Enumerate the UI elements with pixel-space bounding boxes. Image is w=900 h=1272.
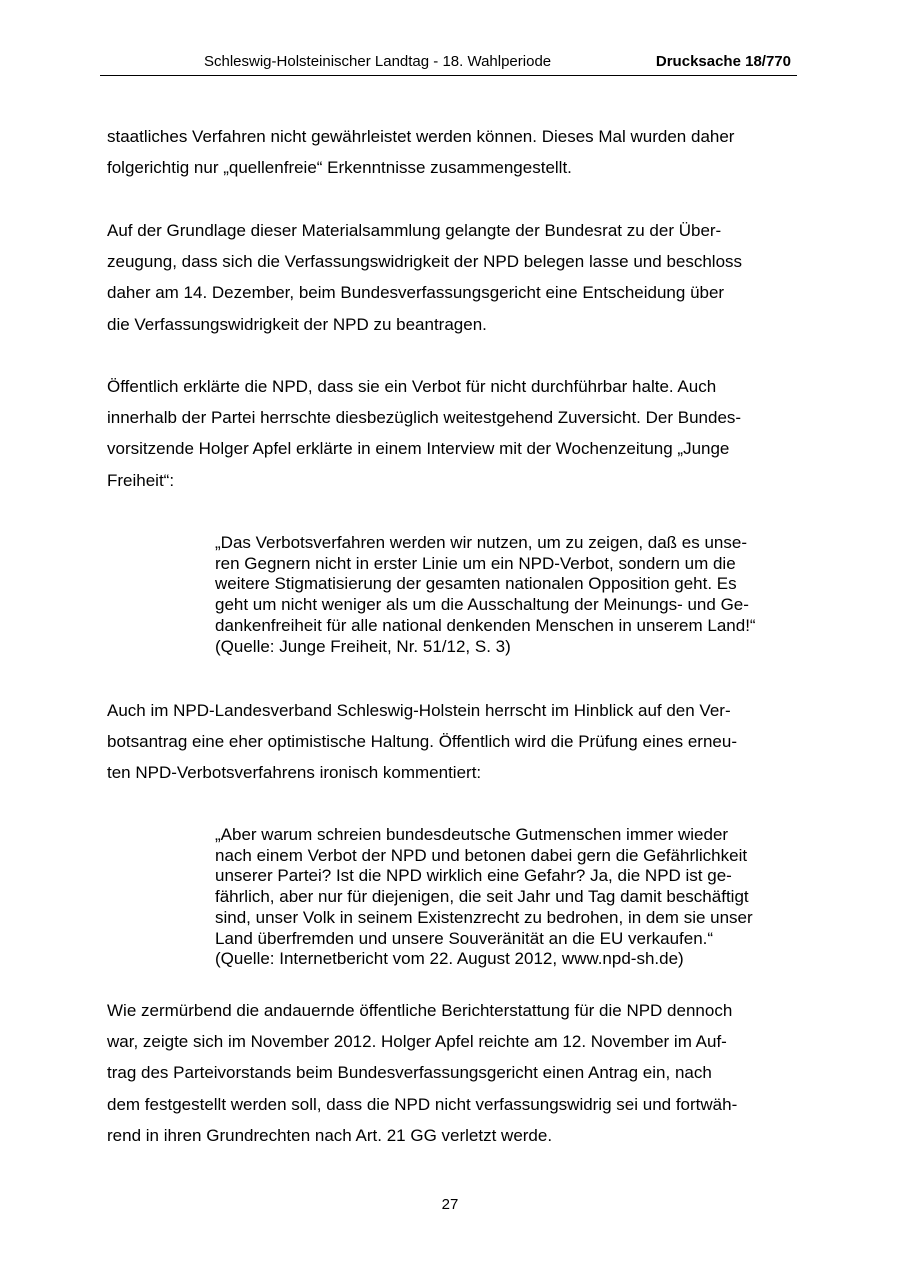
quote-junge-freiheit: „Das Verbotsverfahren werden wir nutzen, um zu zeigen, daß es unse- ren Gegnern nicht in erster Linie um ein NPD-Verbot, sondern um die weitere Stigmatisierung der gesamten nationalen Opposition geht. Es geht um nicht weniger als um die Ausschaltung der Meinungs- und Ge- dankenfreiheit für alle national denkenden Menschen in unserem Land!“ (Quelle: Junge Freiheit, Nr. 51/12, S. 3) xyxy=(215,533,756,656)
page-header xyxy=(100,51,797,76)
page-number: 27 xyxy=(441,1196,459,1213)
document-number: Drucksache 18/770 xyxy=(655,53,791,70)
header-title: Schleswig-Holsteinischer Landtag - 18. Wahlperiode xyxy=(204,53,552,70)
paragraph-2: Auf der Grundlage dieser Materialsammlung gelangte der Bundesrat zu der Über- zeugung, dass sich die Verfassungswidrigkeit der NPD belegen lasse und beschloss daher am 14. Dezember, beim Bundesverfassungsgericht eine Entscheidung über die Verfassungswidrigkeit der NPD zu beantragen. xyxy=(107,221,743,334)
quote-npd-sh: „Aber warum schreien bundesdeutsche Gutmenschen immer wieder nach einem Verbot der NPD und betonen dabei gern die Gefährlichkeit unserer Partei? Ist die NPD wirklich eine Gefahr? Ja, die NPD ist ge- fährlich, aber nur für diejenigen, die seit Jahr und Tag damit beschäftigt sind, unser Volk in seinem Existenzrecht zu bedrohen, in dem sie unser Land überfremden und unsere Souveränität an die EU verkaufen.“ (Quelle: Internetbericht vom 22. August 2012, www.npd-sh.de) xyxy=(215,825,753,969)
paragraph-3: Öffentlich erklärte die NPD, dass sie ein Verbot für nicht durchführbar halte. Auch innerhalb der Partei herrschte diesbezüglich weitestgehend Zuversicht. Der Bundes- vorsitzende Holger Apfel erklärte in einem Interview mit der Wochenzeitung „Junge Freiheit“: xyxy=(107,377,742,490)
paragraph-5: Wie zermürbend die andauernde öffentliche Berichterstattung für die NPD dennoch war, zeigte sich im November 2012. Holger Apfel reichte am 12. November im Auf- trag des Parteivorstands beim Bundesverfassungsgericht einen Antrag ein, nach dem festgestellt werden soll, dass die NPD nicht verfassungswidrig sei und fortwäh- rend in ihren Grundrechten nach Art. 21 GG verletzt werde. xyxy=(107,1001,738,1145)
paragraph-4: Auch im NPD-Landesverband Schleswig-Holstein herrscht im Hinblick auf den Ver- botsantrag eine eher optimistische Haltung. Öffentlich wird die Prüfung eines erneu- ten NPD-Verbotsverfahrens ironisch kommentiert: xyxy=(107,701,737,783)
paragraph-1: staatliches Verfahren nicht gewährleistet werden können. Dieses Mal wurden daher folgerichtig nur „quellenfreie“ Erkenntnisse zusammengestellt. xyxy=(107,127,735,178)
